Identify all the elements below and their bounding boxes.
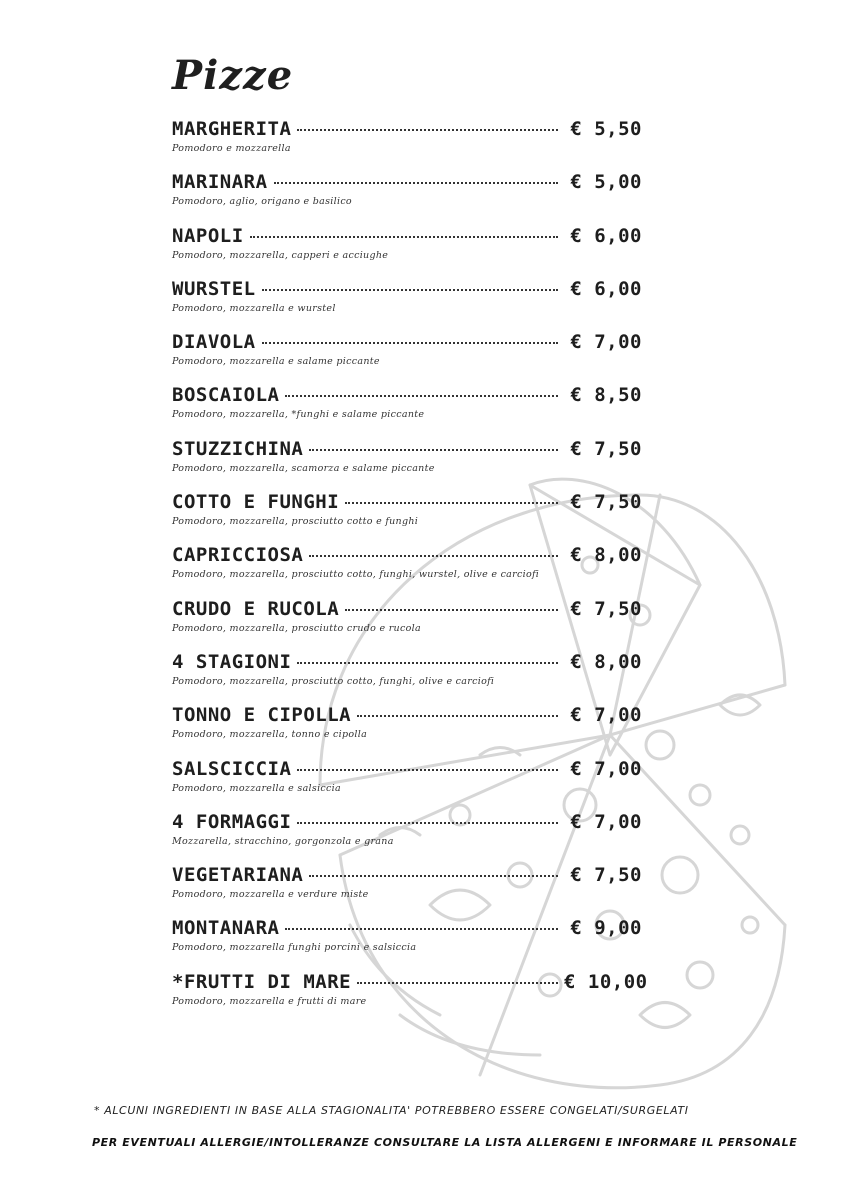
menu-item-name: TONNO E CIPOLLA — [172, 704, 352, 727]
menu-item-description: Pomodoro, mozzarella, *funghi e salame piccante — [172, 409, 425, 421]
menu-item — [172, 811, 642, 864]
dot-leader — [309, 875, 558, 877]
menu-item-price: € 7,00 — [570, 704, 642, 727]
menu-item-description: Pomodoro, mozzarella e salsiccia — [172, 782, 341, 794]
menu-item-name: NAPOLI — [172, 224, 244, 247]
seasonal-ingredients-footnote: * ALCUNI INGREDIENTI IN BASE ALLA STAGIONALITA' POTREBBERO ESSERE CONGELATI/SURGELATI — [94, 1104, 689, 1117]
menu-item-price: € 9,00 — [570, 917, 642, 940]
menu-item-description: Pomodoro, mozzarella e wurstel — [172, 302, 336, 314]
dot-leader — [309, 449, 558, 451]
dot-leader — [285, 395, 558, 397]
dot-leader — [285, 928, 558, 930]
menu-item-description: Pomodoro, mozzarella e salame piccante — [172, 356, 380, 368]
menu-item — [172, 970, 648, 1024]
menu-item-name: 4 FORMAGGI — [172, 810, 292, 833]
menu-item-name: BOSCAIOLA — [172, 384, 280, 407]
menu-item-line — [172, 171, 642, 195]
menu-item-name: STUZZICHINA — [172, 437, 304, 460]
menu-item — [172, 544, 642, 597]
menu-item-price: € 5,00 — [570, 171, 642, 194]
menu-item-description: Pomodoro, mozzarella, capperi e acciughe — [172, 249, 389, 261]
menu-item — [172, 917, 642, 970]
menu-item — [172, 331, 642, 384]
dot-leader — [262, 342, 558, 344]
menu-item-line — [172, 225, 642, 249]
menu-item-price: € 7,50 — [570, 597, 642, 620]
menu-item-description: Pomodoro, mozzarella, prosciutto crudo e rucola — [172, 622, 421, 634]
menu-item-line — [172, 917, 642, 941]
menu-item-line — [172, 651, 642, 675]
menu-item-line — [172, 331, 642, 355]
dot-leader — [250, 236, 558, 238]
menu-item-description: Pomodoro, mozzarella, scamorza e salame piccante — [172, 462, 435, 474]
menu-item-description: Pomodoro, mozzarella funghi porcini e salsiccia — [172, 942, 417, 954]
menu-item-name: SALSCICCIA — [172, 757, 292, 780]
menu-item-line — [172, 811, 642, 835]
menu-item-description: Pomodoro, mozzarella e frutti di mare — [172, 995, 367, 1007]
menu-item — [172, 438, 642, 491]
menu-item-description: Pomodoro, aglio, origano e basilico — [172, 196, 352, 208]
dot-leader — [262, 289, 558, 291]
dot-leader — [297, 129, 558, 131]
menu-item-name: VEGETARIANA — [172, 864, 304, 887]
menu-item-description: Pomodoro, mozzarella, prosciutto cotto, funghi, olive e carciofi — [172, 675, 495, 687]
menu-item-price: € 8,00 — [570, 650, 642, 673]
menu-item — [172, 598, 642, 651]
menu-item-description: Pomodoro, mozzarella, tonno e cipolla — [172, 729, 368, 741]
dot-leader — [297, 822, 558, 824]
menu-item-description: Pomodoro, mozzarella, prosciutto cotto, funghi, wurstel, olive e carciofi — [172, 569, 540, 581]
menu-item-name: CRUDO E RUCOLA — [172, 597, 340, 620]
menu-item-line — [172, 970, 648, 995]
dot-leader — [297, 662, 558, 664]
menu-item-description: Pomodoro e mozzarella — [172, 143, 291, 154]
menu-item-name: WURSTEL — [172, 277, 256, 300]
dot-leader — [345, 502, 558, 504]
menu-item-price: € 7,00 — [570, 810, 642, 833]
menu-item-name: MONTANARA — [172, 917, 280, 940]
dot-leader — [309, 555, 558, 557]
menu-item-line — [172, 864, 642, 888]
menu-item — [172, 864, 642, 917]
menu-item — [172, 651, 642, 704]
menu-item — [172, 278, 642, 331]
menu-item-line — [172, 384, 642, 408]
menu-item-line — [172, 491, 642, 515]
dot-leader — [274, 182, 558, 184]
dot-leader — [345, 609, 558, 611]
menu-item-price: € 7,00 — [570, 757, 642, 780]
menu-item-price: € 8,50 — [570, 384, 642, 407]
menu-item-price: € 7,50 — [570, 437, 642, 460]
menu-item-line — [172, 438, 642, 462]
menu-item-price: € 5,50 — [570, 118, 642, 140]
menu-item — [172, 758, 642, 811]
menu-item-line — [172, 758, 642, 782]
menu-item-price: € 10,00 — [564, 970, 648, 993]
menu-item — [172, 491, 642, 544]
menu-item-line — [172, 704, 642, 728]
menu-item-name: DIAVOLA — [172, 331, 256, 354]
menu-item-name: CAPRICCIOSA — [172, 544, 304, 567]
menu-item-description: Pomodoro, mozzarella e verdure miste — [172, 889, 369, 901]
pizza-menu-list — [172, 118, 648, 1024]
menu-item-price: € 7,50 — [570, 864, 642, 887]
menu-item-price: € 6,00 — [570, 224, 642, 247]
menu-item-price: € 7,50 — [570, 491, 642, 514]
menu-item-price: € 6,00 — [570, 277, 642, 300]
dot-leader — [297, 769, 558, 771]
menu-item-name: MARINARA — [172, 171, 268, 194]
menu-item-name: *FRUTTI DI MARE — [172, 970, 352, 993]
menu-item-line — [172, 278, 642, 302]
menu-item-name: COTTO E FUNGHI — [172, 491, 340, 514]
menu-item-line — [172, 598, 642, 622]
menu-item — [172, 384, 642, 437]
menu-item — [172, 704, 642, 757]
menu-item — [172, 225, 642, 278]
menu-item-description: Mozzarella, stracchino, gorgonzola e grana — [172, 835, 394, 847]
allergy-notice: PER EVENTUALI ALLERGIE/INTOLLERANZE CONSULTARE LA LISTA ALLERGENI E INFORMARE IL PERSONALE — [92, 1136, 798, 1149]
dot-leader — [357, 982, 558, 984]
menu-item-name: MARGHERITA — [172, 118, 292, 140]
dot-leader — [357, 715, 558, 717]
menu-item — [172, 171, 642, 224]
menu-item-name: 4 STAGIONI — [172, 650, 292, 673]
menu-item-price: € 7,00 — [570, 331, 642, 354]
page-title: Pizze — [172, 52, 294, 99]
menu-item — [172, 118, 642, 171]
menu-item-price: € 8,00 — [570, 544, 642, 567]
menu-item-description: Pomodoro, mozzarella, prosciutto cotto e funghi — [172, 516, 419, 528]
menu-item-line — [172, 118, 642, 142]
menu-item-line — [172, 544, 642, 568]
